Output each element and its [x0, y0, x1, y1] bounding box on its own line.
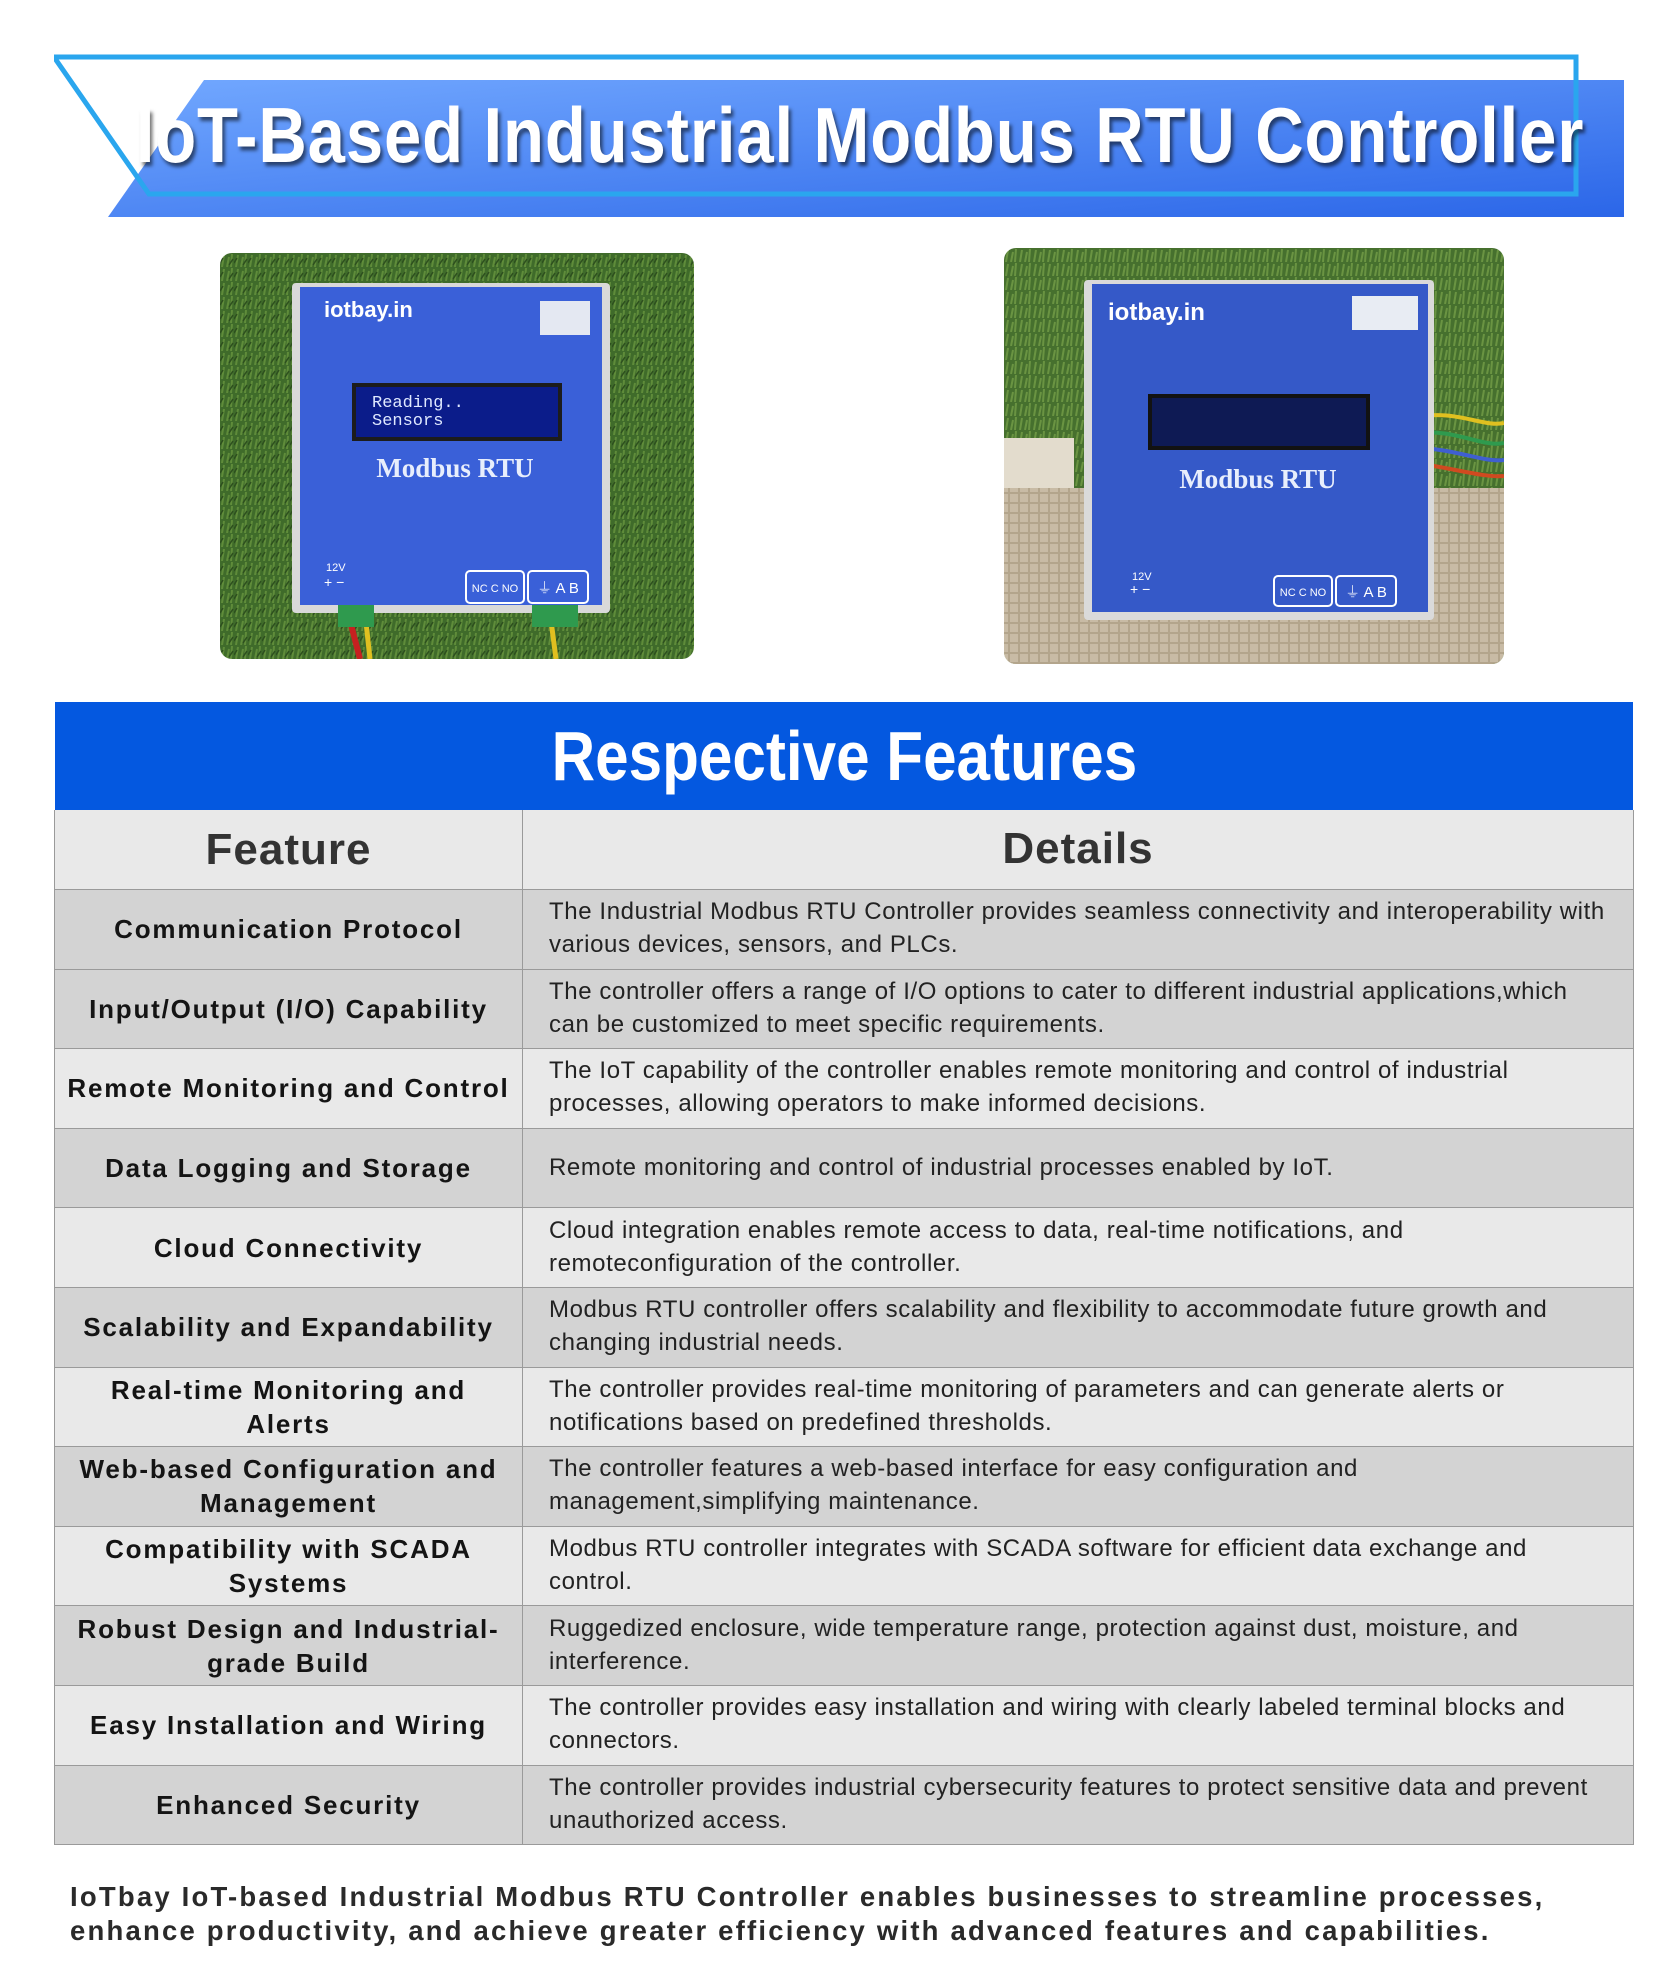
device-brand: iotbay.in — [324, 297, 413, 322]
table-row — [55, 1527, 1633, 1607]
feature-details: Modbus RTU controller integrates with SCADA software for efficient data exchange and control. — [549, 1535, 1527, 1596]
feature-name: Web-based Configuration and Management — [55, 1447, 523, 1526]
feature-name: Real-time Monitoring and Alerts — [55, 1368, 523, 1447]
feature-details: The IoT capability of the controller enables remote monitoring and control of industrial processes, allowing operators to make informed decisions. — [549, 1057, 1509, 1118]
product-photo-right — [1004, 248, 1504, 664]
product-photo-left — [220, 253, 694, 659]
feature-name: Data Logging and Storage — [55, 1129, 523, 1208]
table-row — [55, 1606, 1633, 1686]
column-header-feature: Feature — [55, 810, 523, 889]
table-row — [55, 1447, 1633, 1527]
features-heading — [55, 702, 1633, 810]
table-header-row — [55, 810, 1633, 890]
page-title: IoT-Based Industrial Modbus RTU Controller — [135, 90, 1585, 179]
feature-name: Enhanced Security — [55, 1766, 523, 1845]
table-row — [55, 970, 1633, 1050]
table-row — [55, 1049, 1633, 1129]
feature-details: The controller provides industrial cybersecurity features to protect sensitive data and prevent unauthorized access. — [549, 1773, 1588, 1834]
feature-details: Remote monitoring and control of industrial processes enabled by IoT. — [549, 1153, 1334, 1181]
terminal-rs485-label: ⏚ A B — [1345, 584, 1387, 601]
features-heading-text: Respective Features — [551, 717, 1137, 795]
feature-details: Ruggedized enclosure, wide temperature range, protection against dust, moisture, and interference. — [549, 1614, 1519, 1675]
table-row — [55, 1288, 1633, 1368]
lcd-line-1: Reading.. — [372, 394, 464, 413]
feature-name: Cloud Connectivity — [55, 1208, 523, 1287]
power-label: 12V — [326, 562, 346, 574]
feature-details: The Industrial Modbus RTU Controller provides seamless connectivity and interoperability with various devices, sensors, and PLCs. — [549, 898, 1605, 959]
device-model: Modbus RTU — [376, 453, 534, 483]
feature-name: Robust Design and Industrial-grade Build — [55, 1606, 523, 1685]
feature-name: Easy Installation and Wiring — [55, 1686, 523, 1765]
table-row — [55, 1208, 1633, 1288]
device-brand: iotbay.in — [1108, 299, 1205, 326]
table-row — [55, 1129, 1633, 1209]
feature-details: The controller provides real-time monitoring of parameters and can generate alerts or notifications based on predefined thresholds. — [549, 1375, 1505, 1436]
table-row — [55, 1368, 1633, 1448]
power-polarity: + − — [324, 574, 345, 590]
terminal-relay-label: NC C NO — [1279, 587, 1327, 599]
column-header-details: Details — [1002, 824, 1154, 873]
feature-name: Compatibility with SCADA Systems — [55, 1527, 523, 1606]
device-model: Modbus RTU — [1179, 464, 1337, 494]
feature-details: The controller provides easy installation and wiring with clearly labeled terminal blocks and connectors. — [549, 1694, 1566, 1755]
table-row — [55, 1766, 1633, 1846]
feature-details: The controller features a web-based interface for easy configuration and management,simplifying maintenance. — [549, 1455, 1358, 1516]
feature-details: Cloud integration enables remote access to data, real-time notifications, and remoteconfiguration of the controller. — [549, 1216, 1404, 1277]
feature-name: Input/Output (I/O) Capability — [55, 970, 523, 1049]
feature-name: Communication Protocol — [55, 890, 523, 969]
power-label: 12V — [1132, 571, 1152, 583]
terminal-rs485-label: ⏚ A B — [537, 580, 579, 597]
table-row — [55, 1686, 1633, 1766]
footer-summary: IoTbay IoT-based Industrial Modbus RTU Controller enables businesses to streamline processes, enhance productivity, and achieve greater efficiency with advanced features and capabilities. — [70, 1881, 1545, 1946]
lcd-line-2: Sensors — [372, 412, 444, 431]
power-polarity: + − — [1130, 581, 1151, 597]
features-table — [54, 810, 1634, 1845]
feature-name: Remote Monitoring and Control — [55, 1049, 523, 1128]
table-row — [55, 890, 1633, 970]
feature-details: The controller offers a range of I/O options to cater to different industrial applications,which can be customized to meet specific requirements. — [549, 977, 1568, 1038]
terminal-relay-label: NC C NO — [471, 583, 519, 595]
feature-name: Scalability and Expandability — [55, 1288, 523, 1367]
feature-details: Modbus RTU controller offers scalability and flexibility to accommodate future growth and changing industrial needs. — [549, 1296, 1548, 1357]
